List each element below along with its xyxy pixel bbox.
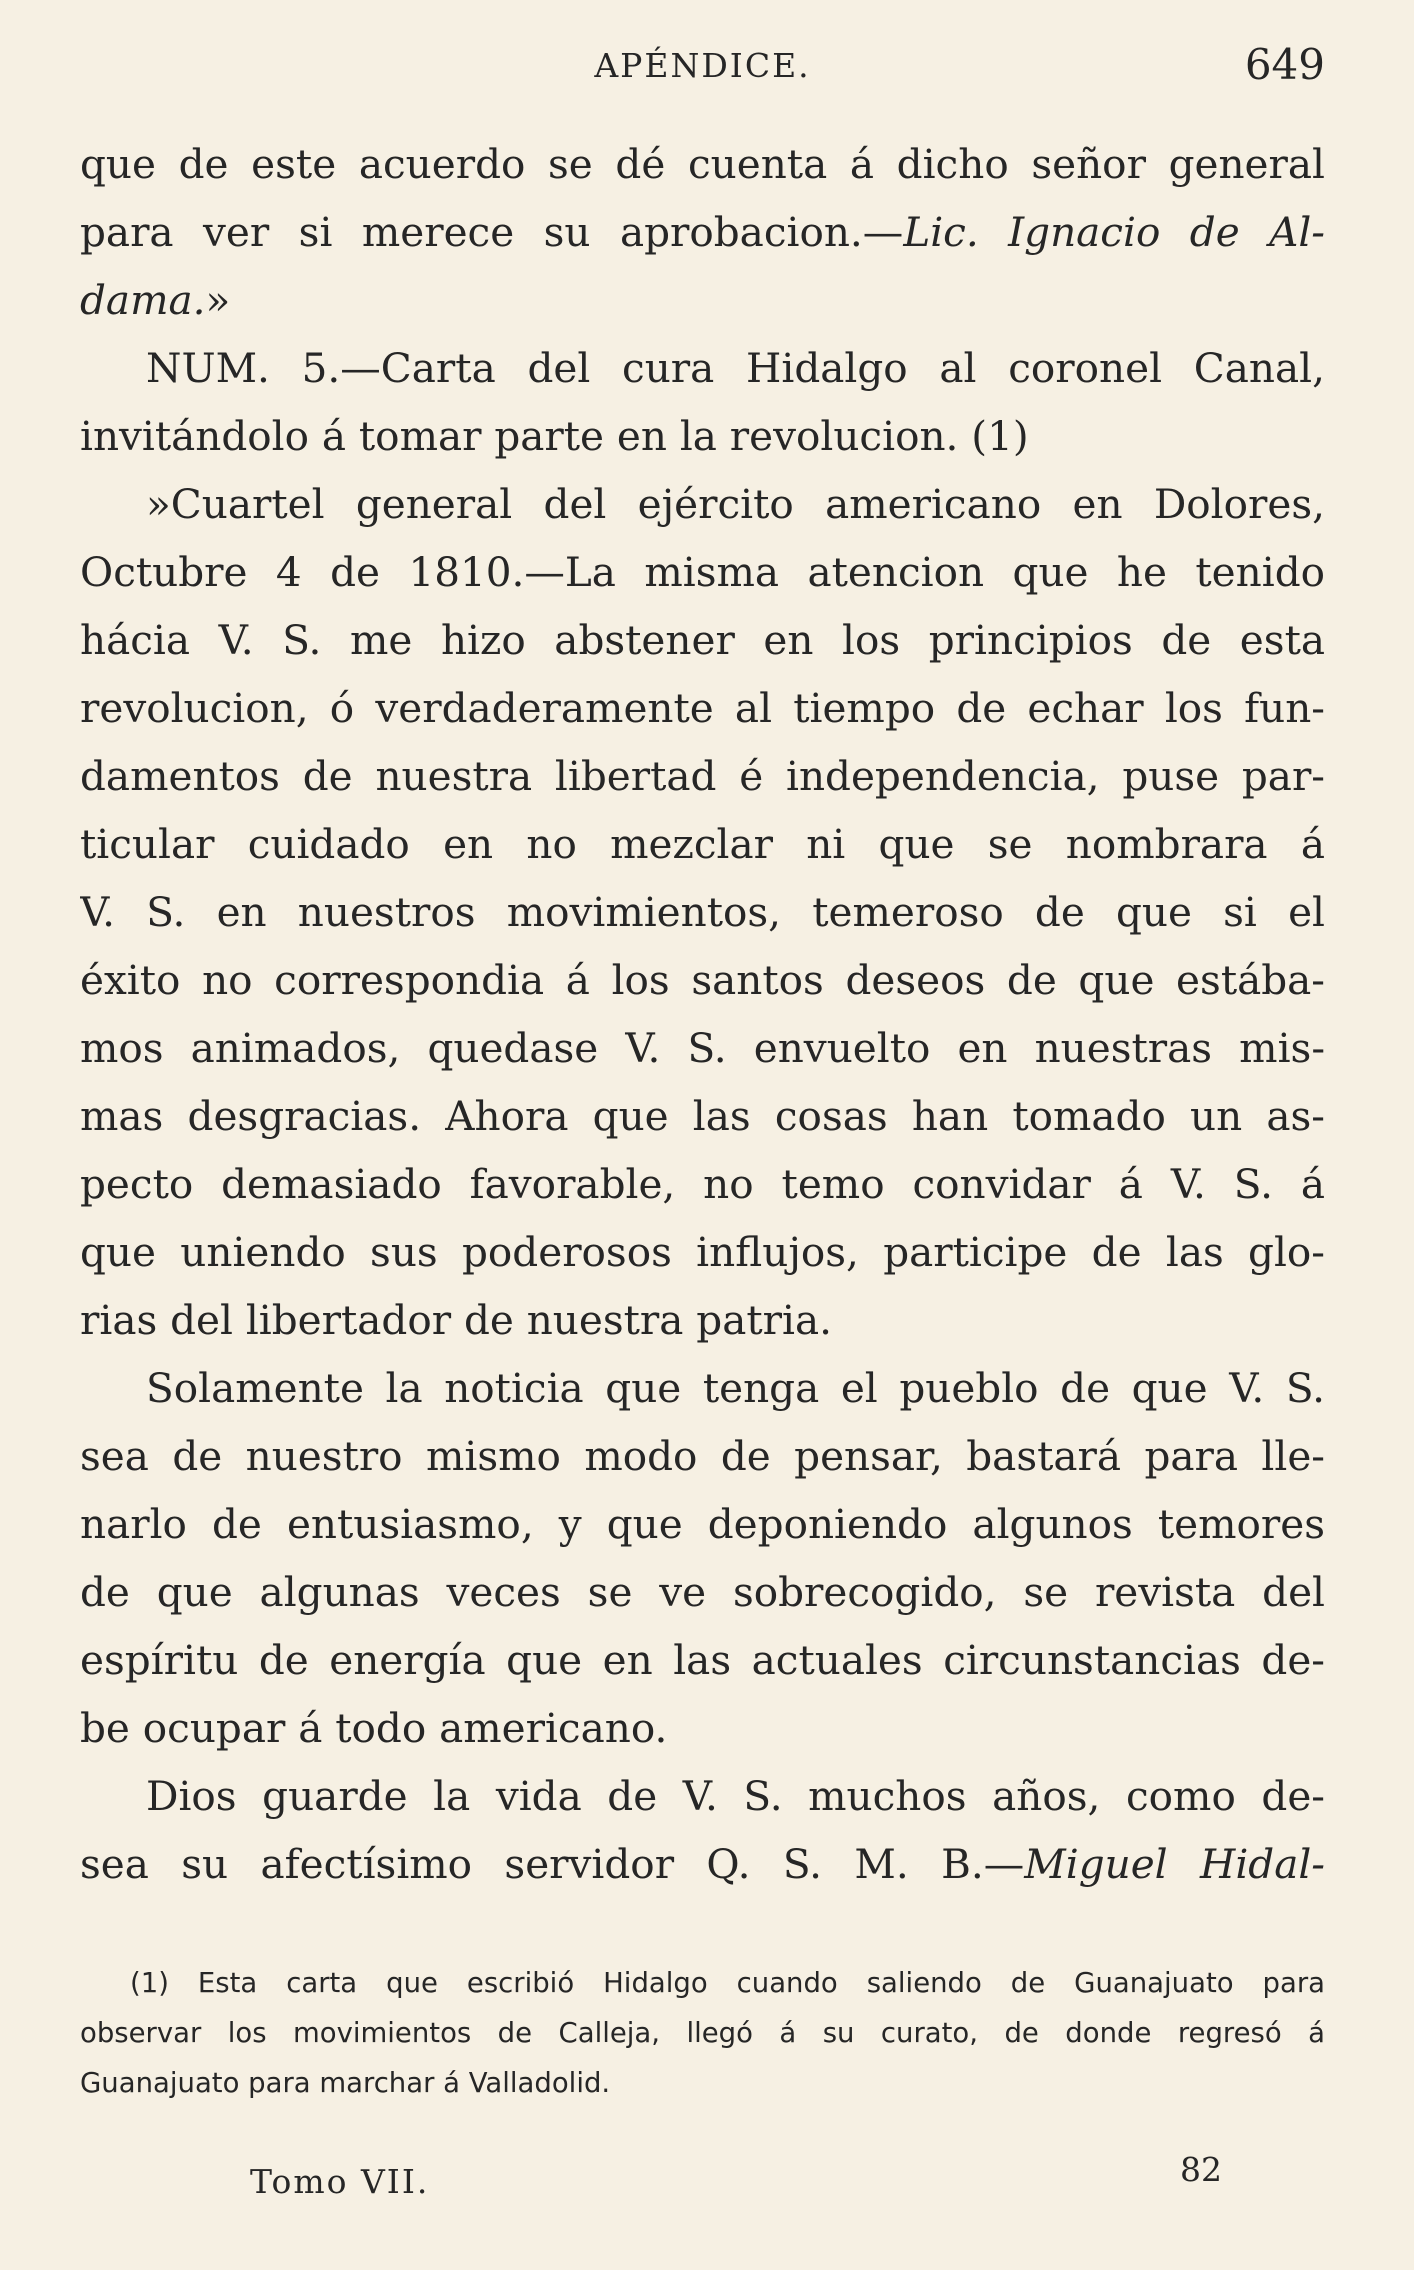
text-segment: que uniendo sus poderosos influjos, participe de las glo- bbox=[80, 1228, 1325, 1276]
volume-label: Tomo VII. bbox=[250, 2162, 430, 2201]
text-segment: éxito no correspondia á los santos deseos de que estába- bbox=[80, 956, 1325, 1004]
text-line bbox=[80, 1830, 1325, 1898]
text-line bbox=[80, 130, 1325, 198]
text-segment: damentos de nuestra libertad é independencia, puse par- bbox=[80, 752, 1325, 800]
italic-segment: Lic. Ignacio de Al- bbox=[903, 208, 1325, 256]
text-segment: Octubre 4 de 1810.—La misma atencion que he tenido bbox=[80, 548, 1325, 596]
text-segment: narlo de entusiasmo, y que deponiendo algunos temores bbox=[80, 1500, 1325, 1548]
text-line bbox=[80, 674, 1325, 742]
footnote-line: Guanajuato para marchar á Valladolid. bbox=[80, 2067, 611, 2099]
text-line bbox=[80, 266, 1325, 334]
text-line bbox=[80, 606, 1325, 674]
text-segment: de que algunas veces se ve sobrecogido, se revista del bbox=[80, 1568, 1325, 1616]
text-line bbox=[80, 1422, 1325, 1490]
footnote bbox=[80, 1958, 1325, 2108]
footnote-line: (1) Esta carta que escribió Hidalgo cuando saliendo de Guanajuato para bbox=[130, 1967, 1325, 1999]
text-line bbox=[80, 1150, 1325, 1218]
page-number: 649 bbox=[1244, 40, 1325, 89]
text-segment: invitándolo á tomar parte en la revolucion. (1) bbox=[80, 412, 1029, 460]
text-segment: pecto demasiado favorable, no temo convidar á V. S. á bbox=[80, 1160, 1325, 1208]
text-line bbox=[80, 470, 1325, 538]
text-segment: para ver si merece su aprobacion.— bbox=[80, 208, 904, 256]
running-title: APÉNDICE. bbox=[594, 46, 811, 85]
text-line bbox=[80, 878, 1325, 946]
text-line bbox=[80, 1490, 1325, 1558]
text-segment: mos animados, quedase V. S. envuelto en nuestras mis- bbox=[80, 1024, 1325, 1072]
text-segment: revolucion, ó verdaderamente al tiempo de echar los fun- bbox=[80, 684, 1325, 732]
text-segment: Solamente la noticia que tenga el pueblo de que V. S. bbox=[146, 1364, 1325, 1412]
text-line bbox=[80, 1354, 1325, 1422]
text-line bbox=[80, 402, 1325, 470]
italic-segment: Miguel Hidal- bbox=[1024, 1840, 1325, 1888]
italic-segment: dama. bbox=[80, 276, 206, 324]
footnote-line: observar los movimientos de Calleja, llegó á su curato, de donde regresó á bbox=[80, 2017, 1325, 2049]
text-segment: rias del libertador de nuestra patria. bbox=[80, 1296, 832, 1344]
text-line bbox=[80, 1762, 1325, 1830]
text-line bbox=[80, 810, 1325, 878]
text-segment: espíritu de energía que en las actuales circunstancias de- bbox=[80, 1636, 1325, 1684]
text-line bbox=[80, 946, 1325, 1014]
text-line bbox=[80, 538, 1325, 606]
body-text bbox=[80, 130, 1325, 1898]
text-segment: hácia V. S. me hizo abstener en los principios de esta bbox=[80, 616, 1325, 664]
text-line bbox=[80, 1014, 1325, 1082]
text-segment: V. S. en nuestros movimientos, temeroso de que si el bbox=[80, 888, 1325, 936]
page bbox=[80, 40, 1325, 2240]
text-segment: mas desgracias. Ahora que las cosas han tomado un as- bbox=[80, 1092, 1325, 1140]
text-segment: sea de nuestro mismo modo de pensar, bastará para lle- bbox=[80, 1432, 1325, 1480]
text-segment: be ocupar á todo americano. bbox=[80, 1704, 668, 1752]
text-line bbox=[80, 1286, 1325, 1354]
text-segment: ticular cuidado en no mezclar ni que se nombrara á bbox=[80, 820, 1325, 868]
text-segment: NUM. 5.—Carta del cura Hidalgo al coronel Canal, bbox=[146, 344, 1325, 392]
text-line bbox=[80, 1082, 1325, 1150]
signature-mark: 82 bbox=[1180, 2150, 1222, 2189]
text-line bbox=[80, 198, 1325, 266]
text-segment: que de este acuerdo se dé cuenta á dicho señor general bbox=[80, 140, 1325, 188]
text-line bbox=[80, 334, 1325, 402]
page-footer bbox=[80, 2150, 1325, 2210]
text-line bbox=[80, 1558, 1325, 1626]
text-line bbox=[80, 742, 1325, 810]
text-line bbox=[80, 1626, 1325, 1694]
running-head bbox=[80, 40, 1325, 100]
text-line bbox=[80, 1694, 1325, 1762]
text-segment: »Cuartel general del ejército americano en Dolores, bbox=[146, 480, 1325, 528]
text-segment: » bbox=[205, 276, 231, 324]
text-segment: sea su afectísimo servidor Q. S. M. B.— bbox=[80, 1840, 1025, 1888]
text-line bbox=[80, 1218, 1325, 1286]
text-segment: Dios guarde la vida de V. S. muchos años, como de- bbox=[146, 1772, 1325, 1820]
